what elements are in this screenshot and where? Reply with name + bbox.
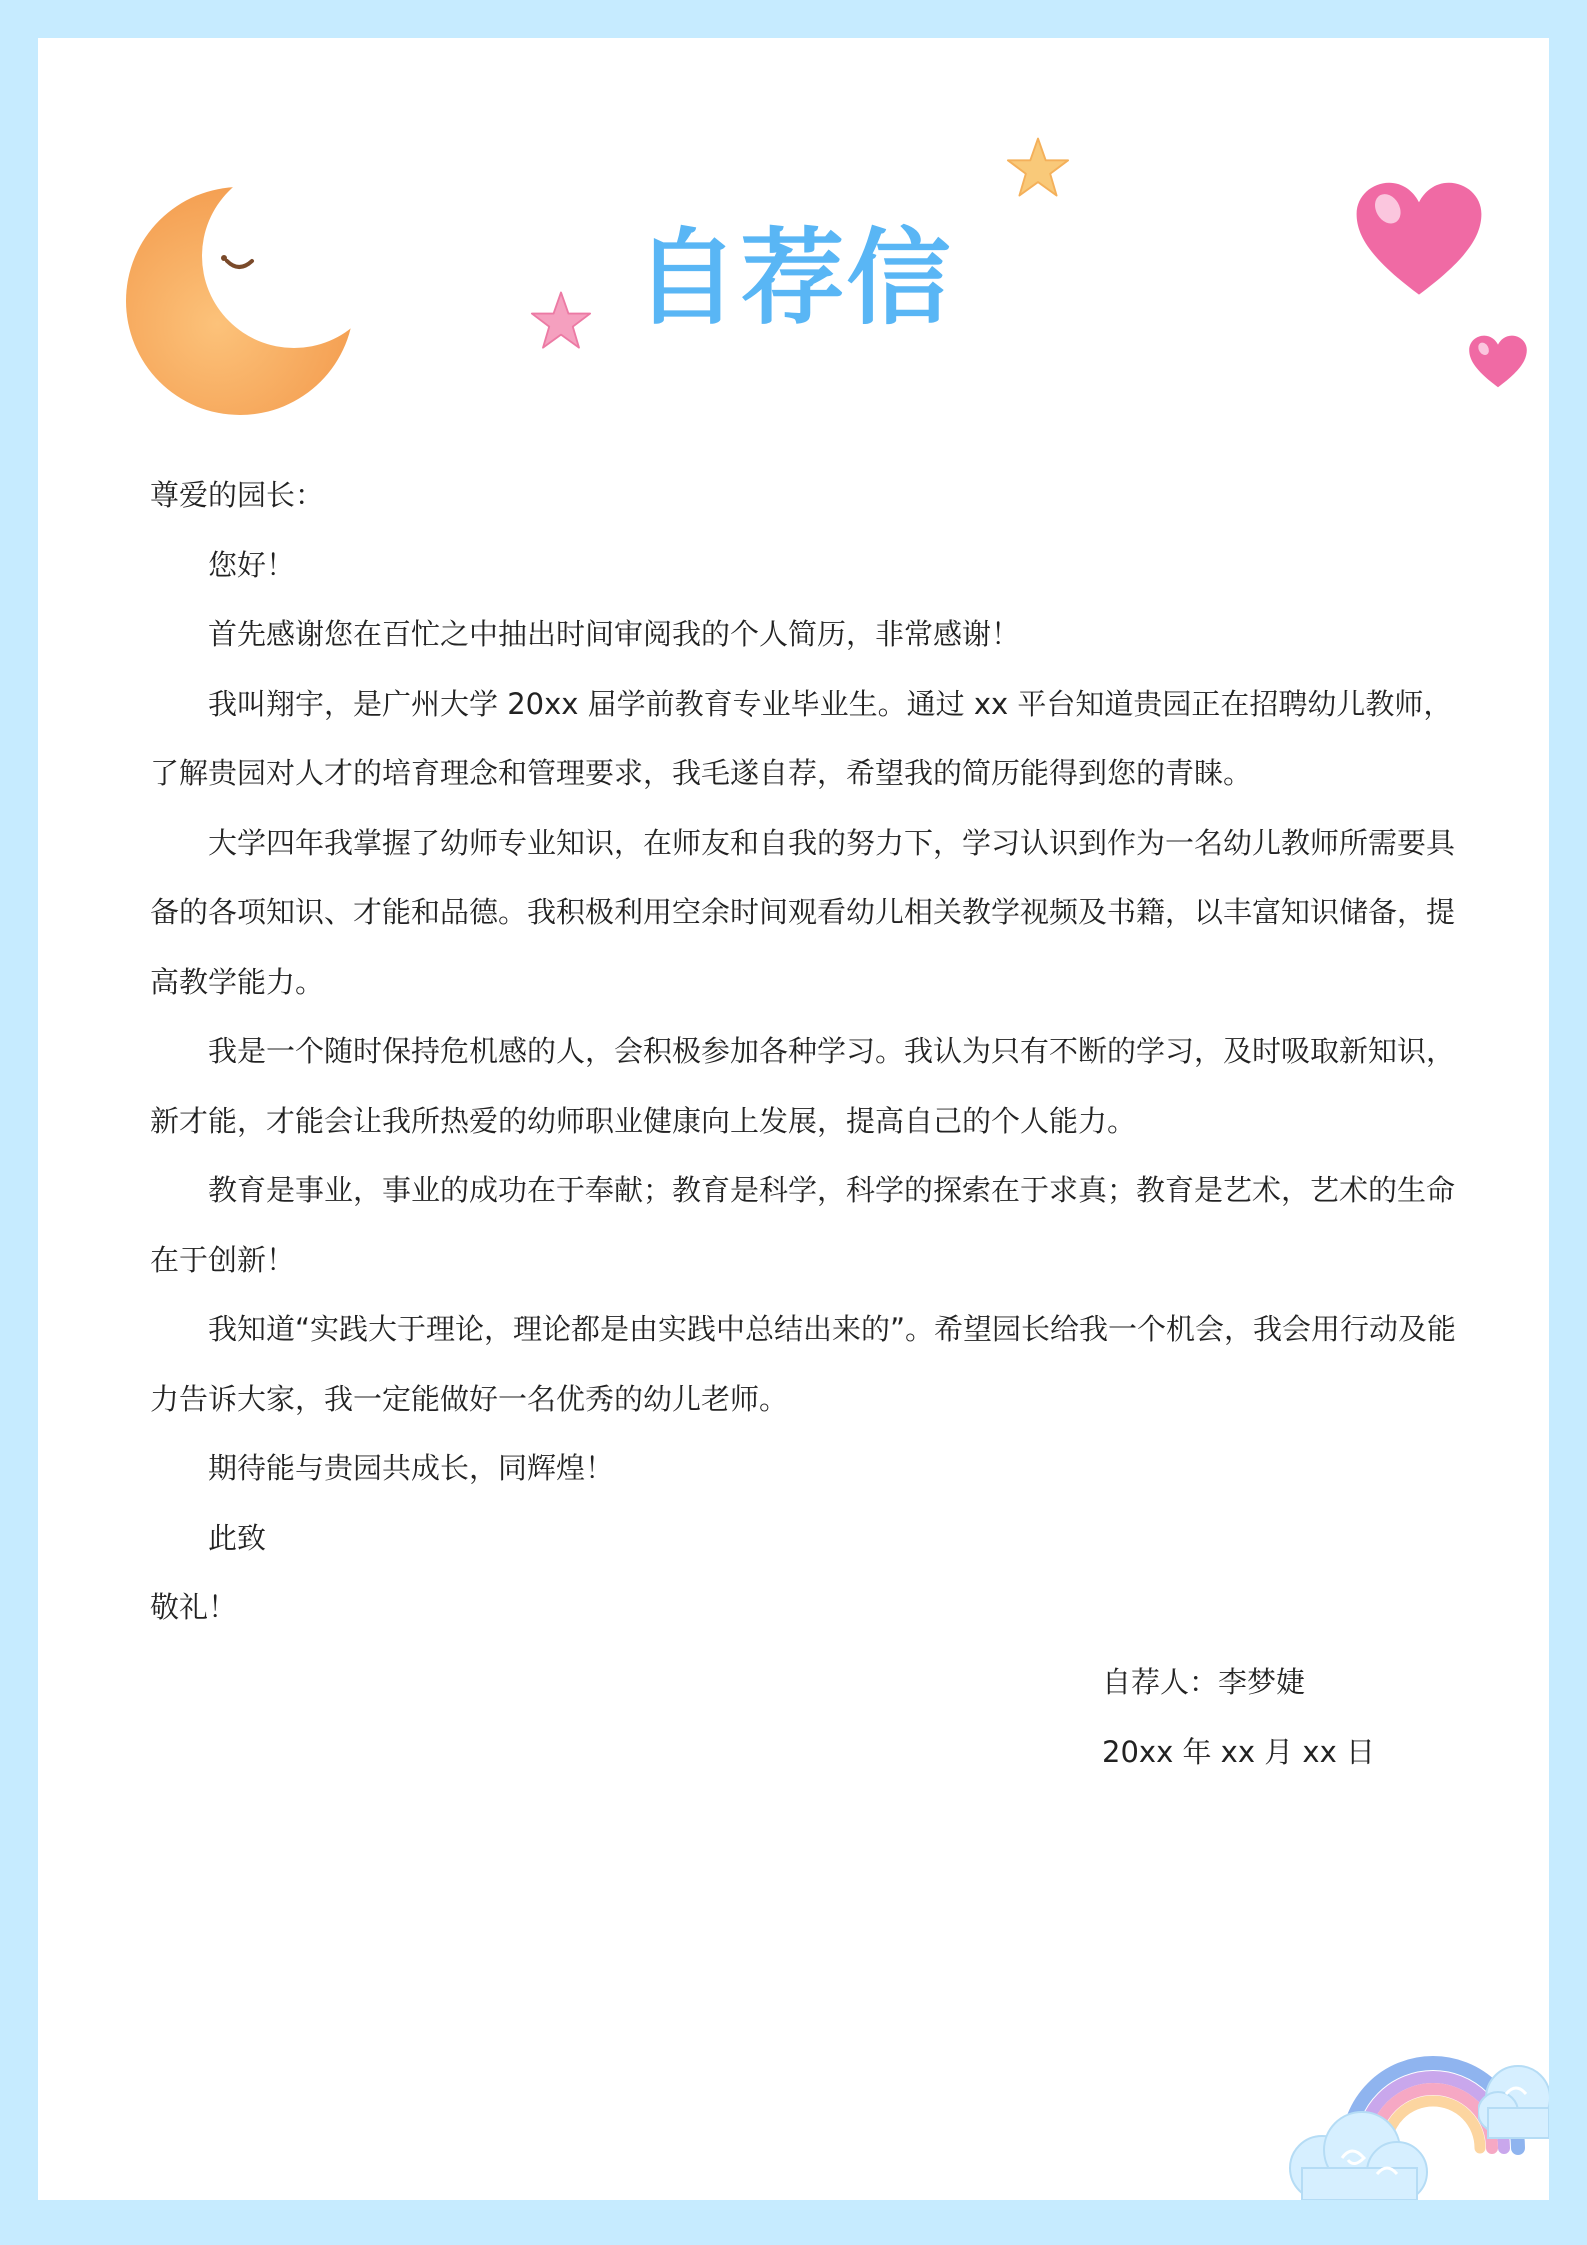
letter-title: 自荐信	[634, 217, 953, 339]
cloud-icon	[1282, 2098, 1432, 2200]
cloud-icon	[1478, 2048, 1549, 2148]
paragraph: 大学四年我掌握了幼师专业知识，在师友和自我的努力下，学习认识到作为一名幼儿教师所需要具备的各项知识、才能和品德。我积极利用空余时间观看幼儿相关教学视频及书籍，以丰富知识储备，提高教学能力。	[150, 825, 1456, 999]
heart-icon	[1468, 334, 1528, 390]
closing: 敬礼！	[150, 1590, 238, 1624]
paragraph: 教育是事业，事业的成功在于奉献；教育是科学，科学的探索在于求真；教育是艺术，艺术的生命在于创新！	[150, 1173, 1456, 1277]
heart-icon	[1354, 180, 1484, 300]
signature: 自荐人：李梦婕	[1102, 1665, 1306, 1699]
paragraph: 期待能与贵园共成长，同辉煌！	[208, 1451, 615, 1485]
paragraph: 我叫翔宇，是广州大学 20xx 届学前教育专业毕业生。通过 xx 平台知道贵园正在招聘幼儿教师，了解贵园对人才的培育理念和管理要求，我毛遂自荐，希望我的简历能得到您的青睐。	[150, 686, 1453, 790]
letter-body	[150, 461, 1470, 1643]
star-icon	[1006, 136, 1070, 200]
star-icon	[530, 290, 592, 352]
signature-block	[1102, 1648, 1375, 1787]
paragraph: 您好！	[208, 547, 296, 582]
letter-page	[38, 38, 1549, 2200]
date: 20xx 年 xx 月 xx 日	[1102, 1734, 1375, 1769]
paragraph: 此致	[208, 1520, 267, 1555]
salutation: 尊爱的园长：	[150, 478, 325, 512]
paragraph: 我知道“实践大于理论，理论都是由实践中总结出来的”。希望园长给我一个机会，我会用行动及能力告诉大家，我一定能做好一名优秀的幼儿老师。	[150, 1312, 1457, 1416]
paragraph: 首先感谢您在百忙之中抽出时间审阅我的个人简历，非常感谢！	[208, 617, 1021, 651]
paragraph: 我是一个随时保持危机感的人，会积极参加各种学习。我认为只有不断的学习，及时吸取新知识，新才能，才能会让我所热爱的幼师职业健康向上发展，提高自己的个人能力。	[150, 1034, 1456, 1138]
